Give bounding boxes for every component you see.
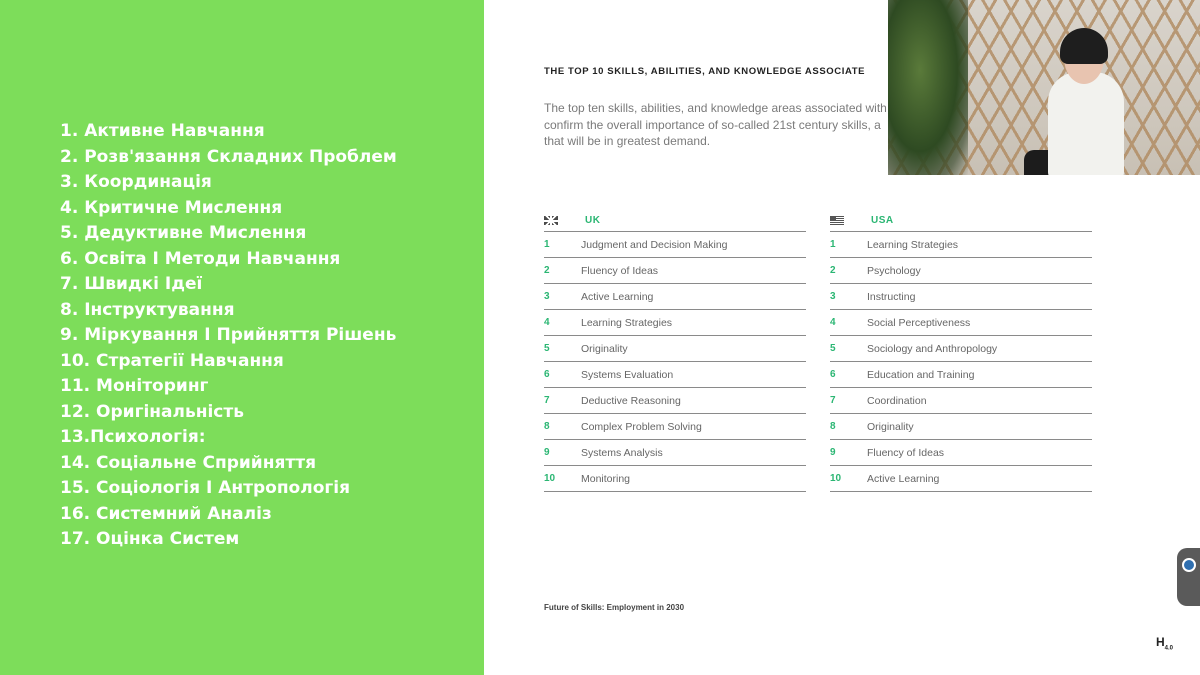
rank-skill: Judgment and Decision Making [581,238,728,251]
rank-number: 6 [830,369,836,380]
ranking-row [544,414,806,440]
rank-number: 3 [544,291,550,302]
rank-skill: Instructing [867,290,916,303]
skills-panel [0,0,484,675]
uk-country-label: UK [585,215,601,226]
ranking-row [830,440,1092,466]
rank-skill: Complex Problem Solving [581,420,702,433]
rank-skill: Active Learning [581,290,654,303]
brand-logo-sub: 4.0 [1164,645,1174,652]
skills-list-item: 9. Міркування І Прийняття Рішень [60,325,397,345]
usa-ranking-header [830,210,1092,232]
rank-number: 6 [544,369,550,380]
skills-list-item: 3. Координація [60,172,212,192]
skills-list-item: 14. Соціальне Сприйняття [60,452,316,473]
rank-skill: Psychology [867,264,921,277]
ranking-row [544,310,806,336]
skills-list-item: 6. Освіта І Методи Навчання [60,248,341,269]
translate-icon [1182,558,1196,572]
rank-skill: Sociology and Anthropology [867,342,998,355]
skills-list-item: 2. Розв'язання Складних Проблем [60,146,397,167]
rank-skill: Originality [581,342,628,355]
ranking-row [830,388,1092,414]
skills-list-item: 15. Соціологія І Антропологія [60,478,350,498]
uk-ranking-table [544,210,806,492]
brand-logo [1156,635,1173,651]
rank-number: 2 [830,265,836,276]
uk-ranking-list [544,232,806,492]
rank-skill: Learning Strategies [581,316,673,329]
rank-skill: Fluency of Ideas [581,264,659,277]
skills-list-item: 7. Швидкі Ідеї [60,274,203,294]
ranking-row [830,284,1092,310]
rank-number: 1 [544,239,550,250]
rank-skill: Learning Strategies [867,238,959,251]
rank-number: 7 [544,395,550,406]
ranking-row [830,362,1092,388]
ranking-row [830,232,1092,258]
rank-skill: Education and Training [867,368,975,381]
usa-ranking-table [830,210,1092,492]
rank-number: 5 [830,343,836,354]
usa-country-label: USA [871,215,894,226]
rank-skill: Systems Evaluation [581,368,674,381]
uk-flag-icon [544,216,558,225]
webcam-video [888,0,1200,175]
rank-skill: Social Perceptiveness [867,316,971,329]
skills-list-item: 13.Психологія: [60,427,206,447]
rank-number: 10 [830,473,842,484]
ranking-row [830,466,1092,492]
rank-skill: Deductive Reasoning [581,394,681,407]
report-title: THE TOP 10 SKILLS, ABILITIES, AND KNOWLEDGE ASSOCIATE [544,66,866,77]
rank-number: 7 [830,395,836,406]
rank-number: 5 [544,343,550,354]
rank-skill: Fluency of Ideas [867,446,945,459]
side-widget-button[interactable] [1177,548,1200,606]
rank-skill: Monitoring [581,472,631,485]
rank-number: 4 [830,317,836,328]
report-description: The top ten skills, abilities, and knowledge areas associated with confirm the overall importance of so-called 21st century skills, a that will be in greatest demand. [544,101,887,148]
rank-number: 4 [544,317,550,328]
ranking-row [544,232,806,258]
ranking-row [830,258,1092,284]
rank-skill: Coordination [867,394,927,407]
ranking-row [830,414,1092,440]
rank-number: 1 [830,239,836,250]
ranking-row [544,284,806,310]
webcam-plant [888,0,968,175]
brand-logo-main: H [1156,635,1165,649]
webcam-person-body [1048,72,1124,175]
rank-number: 3 [830,291,836,302]
ranking-row [544,440,806,466]
uk-ranking-header [544,210,806,232]
skills-list-item: 10. Стратегії Навчання [60,350,284,371]
skills-list-item: 4. Критичне Мислення [60,197,283,218]
ranking-row [830,336,1092,362]
ranking-row [544,336,806,362]
skills-list-item: 17. Оцінка Систем [60,529,240,549]
rank-number: 9 [830,447,836,458]
ranking-row [830,310,1092,336]
rank-number: 9 [544,447,550,458]
rank-number: 2 [544,265,550,276]
skills-list-item: 1. Активне Навчання [60,121,265,141]
rank-number: 10 [544,473,556,484]
skills-list-item: 16. Системний Аналіз [60,503,272,524]
usa-ranking-list [830,232,1092,492]
skills-list-item: 11. Моніторинг [60,376,209,396]
rank-number: 8 [830,421,836,432]
rank-number: 8 [544,421,550,432]
ranking-row [544,388,806,414]
rank-skill: Active Learning [867,472,940,485]
rank-skill: Originality [867,420,914,433]
ranking-row [544,362,806,388]
source-note: Future of Skills: Employment in 2030 [544,603,685,612]
usa-flag-icon [830,216,844,225]
rank-skill: Systems Analysis [581,446,663,459]
skills-list-item: 8. Інструктування [60,299,235,320]
skills-list-item: 5. Дедуктивне Мислення [60,223,307,243]
ranking-row [544,466,806,492]
skills-list [60,119,397,553]
skills-list-item: 12. Оригінальність [60,401,244,422]
ranking-row [544,258,806,284]
